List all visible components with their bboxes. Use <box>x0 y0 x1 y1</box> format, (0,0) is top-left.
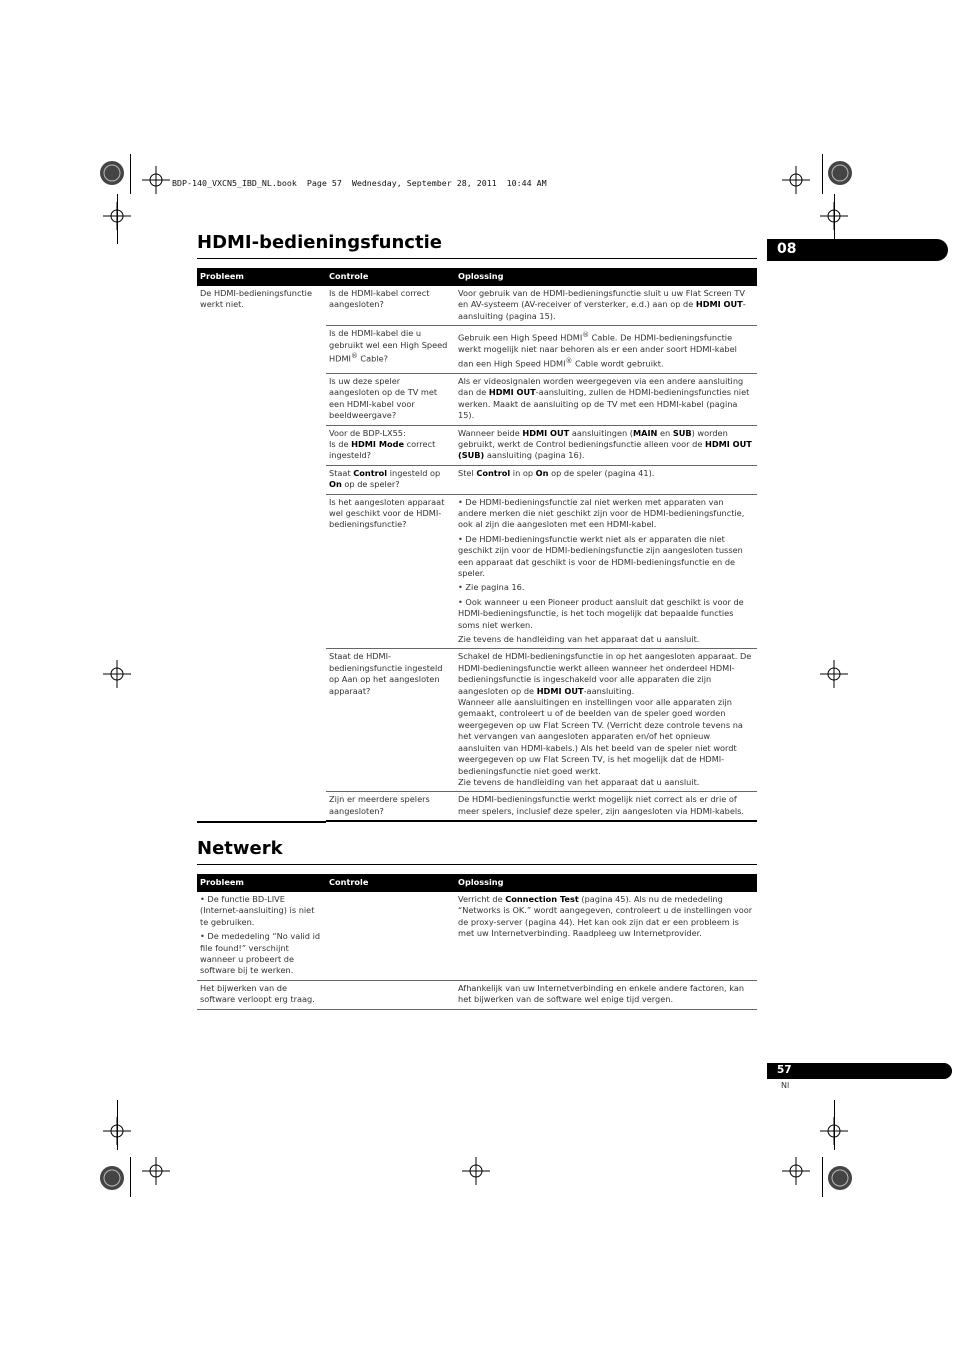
solution-cell: Als er videosignalen worden weergegeven via een andere aansluiting dan de HDMI OUT-aansluiting, zullen de HDMI-bedieningsfuncties niet werken. Maakt de aansluiting op de TV met een HDMI-kabel (pagina 15). <box>455 373 757 425</box>
solution-cell: Schakel de HDMI-bedieningsfunctie in op het aangesloten apparaat. De HDMI-bedieningsfunctie werkt alleen wanneer het onderdeel HDMI-bedieningsfunctie is ingeschakeld voor alle apparaten die zijn aangesloten op de HDMI OUT-aansluiting. Wanneer alle aansluitingen en instellingen voor alle apparaten zijn gemaakt, controleert u of de beelden van de speler goed worden weergegeven op uw Flat Screen TV. (Verricht deze controle tevens na het vervangen van aangesloten apparaten en/of het opnieuw aansluiten van HDMI-kabels.) Als het beeld van de speler niet wordt weergegeven op uw Flat Screen TV, is het mogelijk dat de HDMI-bedieningsfunctie niet goed werkt. Zie tevens de handleiding van het apparaat dat u aansluit. <box>455 649 757 792</box>
crop-line <box>117 194 118 244</box>
column-header-problem: Probleem <box>197 874 326 892</box>
registration-mark-bottom-left <box>98 1160 126 1196</box>
column-header-solution: Oplossing <box>455 268 757 286</box>
check-cell: Is de HDMI-kabel die u gebruikt wel een High Speed HDMI® Cable? <box>326 326 455 374</box>
table-header-row <box>197 874 757 892</box>
column-header-check: Controle <box>326 268 455 286</box>
table-row <box>197 286 757 326</box>
solution-cell: Verricht de Connection Test (pagina 45). Als nu de mededeling “Networks is OK.” wordt aangegeven, controleert u de instellingen voor de proxy-server (pagina 44). Het kan ook zijn dat er een probleem is met uw Internetverbinding. Raadpleeg uw Internetprovider. <box>455 892 757 980</box>
registration-mark-bottom-right <box>826 1160 854 1196</box>
solution-cell: Gebruik een High Speed HDMI® Cable. De HDMI-bedieningsfunctie werkt mogelijk niet naar behoren als er een ander soort HDMI-kabel dan een High Speed HDMI® Cable wordt gebruikt. <box>455 326 757 374</box>
bullet-item: • De mededeling “No valid id file found!” verschijnt wanneer u probeert de software bij te werken. <box>200 931 321 976</box>
table-header-row <box>197 268 757 286</box>
page-number: 57 <box>777 1064 792 1076</box>
bullet-item: • De HDMI-bedieningsfunctie zal niet werken met apparaten van andere merken die niet geschikt zijn voor de HDMI-bedieningsfunctie, ook al zijn die aangesloten met een HDMI-kabel. <box>458 496 745 530</box>
solution-cell: De HDMI-bedieningsfunctie werkt mogelijk niet correct als er drie of meer spelers, inclusief deze speler, zijn aangesloten via HDMI-kabels. <box>455 792 757 821</box>
check-cell: Staat Control ingesteld op On op de speler? <box>326 465 455 494</box>
registration-mark-top-left <box>98 155 126 191</box>
section-title-netwerk: Netwerk <box>197 838 283 859</box>
chapter-number: 08 <box>777 241 797 257</box>
section-rule <box>197 258 757 259</box>
table-row <box>197 980 757 1009</box>
chapter-tab <box>767 239 948 261</box>
solution-cell <box>455 494 757 649</box>
bullet-item: • Ook wanneer u een Pioneer product aansluit dat geschikt is voor de HDMI-bedieningsfunctie, is het toch mogelijk dat bepaalde functies soms niet werken. <box>458 596 744 630</box>
check-cell: Is het aangesloten apparaat wel geschikt voor de HDMI-bedieningsfunctie? <box>326 494 455 649</box>
column-header-solution: Oplossing <box>455 874 757 892</box>
note-text: Zie tevens de handleiding van het apparaat dat u aansluit. <box>458 634 700 645</box>
solution-cell: Wanneer beide HDMI OUT aansluitingen (MAIN en SUB) worden gebruikt, werkt de Control bedieningsfunctie alleen voor de HDMI OUT (SUB) aansluiting (pagina 16). <box>455 425 757 465</box>
column-header-problem: Probleem <box>197 268 326 286</box>
crosshair-mark <box>103 660 131 688</box>
crop-line <box>130 154 131 194</box>
solution-cell: Afhankelijk van uw Internetverbinding en enkele andere factoren, kan het bijwerken van de software wel enige tijd vergen. <box>455 980 757 1009</box>
crosshair-mark <box>462 1157 490 1185</box>
crop-line <box>834 1100 835 1150</box>
book-info-line: BDP-140_VXCN5_IBD_NL.book Page 57 Wednesday, September 28, 2011 10:44 AM <box>172 178 547 188</box>
crosshair-mark <box>782 1157 810 1185</box>
crop-line <box>130 1157 131 1197</box>
bullet-item: • De functie BD-LIVE (Internet-aansluiting) is niet te gebruiken. <box>200 894 315 927</box>
check-cell: Voor de BDP-LX55: Is de HDMI Mode correct ingesteld? <box>326 425 455 465</box>
check-cell: Zijn er meerdere spelers aangesloten? <box>326 792 455 821</box>
problem-cell <box>197 892 326 980</box>
column-header-check: Controle <box>326 874 455 892</box>
table-bottom-rule <box>197 821 326 823</box>
table-row <box>197 892 757 980</box>
bullet-item: • De HDMI-bedieningsfunctie werkt niet als er apparaten die niet geschikt zijn voor de HDMI-bedieningsfunctie zijn aangesloten tussen een apparaat dat geschikt is voor de HDMI-bedieningsfunctie en de speler. <box>458 533 743 578</box>
crop-line <box>834 194 835 244</box>
netwerk-troubleshooting-table <box>197 874 757 1010</box>
registration-mark-top-right <box>826 155 854 191</box>
check-cell <box>326 892 455 980</box>
crop-line <box>822 1157 823 1197</box>
check-cell: Is de HDMI-kabel correct aangesloten? <box>326 286 455 326</box>
solution-cell: Stel Control in op On op de speler (pagina 41). <box>455 465 757 494</box>
section-rule <box>197 864 757 865</box>
section-title-hdmi: HDMI-bedieningsfunctie <box>197 232 442 253</box>
check-cell <box>326 980 455 1009</box>
problem-cell: De HDMI-bedieningsfunctie werkt niet. <box>200 288 312 310</box>
crosshair-mark <box>782 166 810 194</box>
solution-cell: Voor gebruik van de HDMI-bedieningsfunctie sluit u uw Flat Screen TV en AV-systeem (AV-receiver of versterker, e.d.) aan op de HDMI OUT-aansluiting (pagina 15). <box>455 286 757 326</box>
crosshair-mark <box>820 660 848 688</box>
language-code: Nl <box>781 1081 790 1090</box>
crop-line <box>117 1100 118 1150</box>
check-cell: Staat de HDMI-bedieningsfunctie ingesteld op Aan op het aangesloten apparaat? <box>326 649 455 792</box>
page-number-tab <box>767 1063 952 1079</box>
crosshair-mark <box>142 1157 170 1185</box>
problem-cell: Het bijwerken van de software verloopt erg traag. <box>197 980 326 1009</box>
bullet-item: • Zie pagina 16. <box>458 582 525 593</box>
check-cell: Is uw deze speler aangesloten op de TV met een HDMI-kabel voor beeldweergave? <box>326 373 455 425</box>
hdmi-troubleshooting-table <box>197 268 757 822</box>
crosshair-mark <box>142 166 170 194</box>
crop-line <box>822 154 823 194</box>
